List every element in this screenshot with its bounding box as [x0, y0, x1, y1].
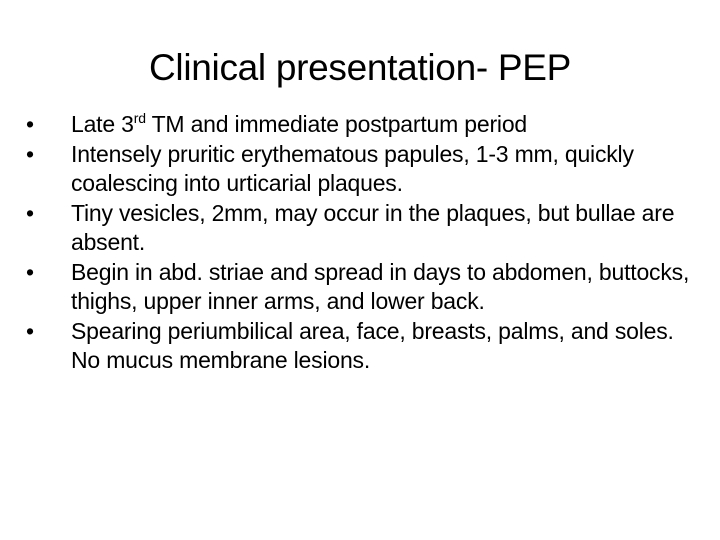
bullet-icon: • [26, 258, 34, 285]
bullet-text: Tiny vesicles, 2mm, may occur in the plaques, but bullae are absent. [71, 199, 675, 255]
bullet-text: Intensely pruritic erythematous papules, 1-3 mm, quickly coalescing into urticarial plaques. [71, 140, 634, 196]
bullet-text-after: TM and immediate postpartum period [145, 111, 528, 137]
bullet-item-3 [26, 199, 698, 258]
bullet-list [26, 110, 698, 376]
bullet-icon: • [26, 317, 34, 344]
bullet-text: Spearing periumbilical area, face, breasts, palms, and soles. No mucus membrane lesions. [71, 317, 674, 373]
bullet-item-1 [26, 110, 698, 140]
bullet-item-4 [26, 258, 698, 317]
bullet-icon: • [26, 199, 34, 226]
bullet-text: Begin in abd. striae and spread in days to abdomen, buttocks, thighs, upper inner arms, and lower back. [71, 258, 690, 314]
bullet-icon: • [26, 140, 34, 167]
slide-title: Clinical presentation- PEP [148, 47, 572, 88]
bullet-item-5 [26, 317, 698, 376]
bullet-superscript: rd [133, 110, 146, 126]
bullet-text-before: Late 3 [71, 111, 134, 137]
bullet-item-2 [26, 140, 698, 199]
bullet-icon: • [26, 111, 34, 137]
